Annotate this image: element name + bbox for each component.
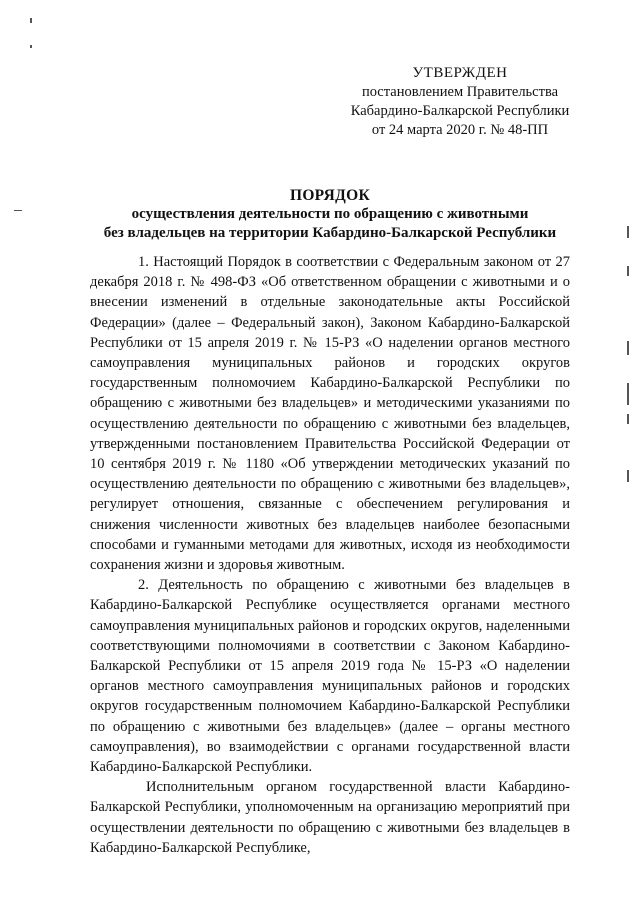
approval-stamp-block <box>330 64 590 140</box>
approval-line-1: постановлением Правительства <box>361 84 559 100</box>
scan-mark-right-4 <box>627 383 629 405</box>
document-title <box>90 186 570 243</box>
scan-mark-right-5 <box>627 414 629 424</box>
paragraph-1: 1. Настоящий Порядок в соответствии с Федеральным законом от 27 декабря 2018 г. № 498-ФЗ «Об ответственном обращении с животными и о внесении изменений в отдельные законодательные акты Российской Федерации» (далее – Федеральный закон), Законом Кабардино-Балкарской Республики от 15 апреля 2019 г. № 15-РЗ «О наделении органов местного самоуправления муниципальных районов и городских округов государственным полномочием Кабардино-Балкарской Республики по обращению с животными без владельцев» и методическими указаниями по осуществлению деятельности по обращению с животными без владельцев, утвержденными постановлением Правительства Российской Федерации от 10 сентября 2019 г. № 1180 «Об утверждении методических указаний по осуществлению деятельности по обращению с животными без владельцев», регулирует отношения, связанные с обеспечением регулирования и снижения численности животных без владельцев наиболее безопасными способами и гуманными методами для животных, исходя из необходимости сохранения жизни и здоровья животным. <box>90 254 570 574</box>
scan-mark-right-1 <box>627 226 629 238</box>
title-line-1: осуществления деятельности по обращению с животными <box>131 206 529 222</box>
approval-heading: УТВЕРЖДЕН <box>412 65 508 81</box>
scan-mark-right-6 <box>627 470 629 482</box>
paragraph-2: 2. Деятельность по обращению с животными без владельцев в Кабардино-Балкарской Республике осуществляется органами местного самоуправления муниципальных районов и городских округов, наделенными соответствующими полномочиями в соответствии с Законом Кабардино-Балкарской Республики от 15 апреля 2019 года № 15-РЗ «О наделении органов местного самоуправления муниципальных районов и городских округов государственным полномочием Кабардино-Балкарской Республики по обращению с животными без владельцев» (далее – органы местного самоуправления), во взаимодействии с органами государственной власти Кабардино-Балкарской Республики. <box>90 577 570 776</box>
approval-line-3: от 24 марта 2020 г. № 48-ПП <box>371 122 549 138</box>
scan-mark-right-2 <box>627 266 629 276</box>
title-main: ПОРЯДОК <box>289 187 371 204</box>
scan-mark-right-3 <box>627 341 629 355</box>
approval-line-2: Кабардино-Балкарской Республики <box>350 103 570 119</box>
scan-dash-left <box>14 210 22 211</box>
scan-speck-top-left <box>30 18 32 23</box>
paragraph-3: Исполнительным органом государственной власти Кабардино-Балкарской Республики, уполномоченным на организацию мероприятий при осуществлении деятельности по обращению с животными без владельцев в Кабардино-Балкарской Республике, <box>90 779 570 856</box>
title-line-2: без владельцев на территории Кабардино-Балкарской Республики <box>103 225 557 241</box>
document-body <box>90 252 570 858</box>
scan-speck-left <box>30 45 32 48</box>
